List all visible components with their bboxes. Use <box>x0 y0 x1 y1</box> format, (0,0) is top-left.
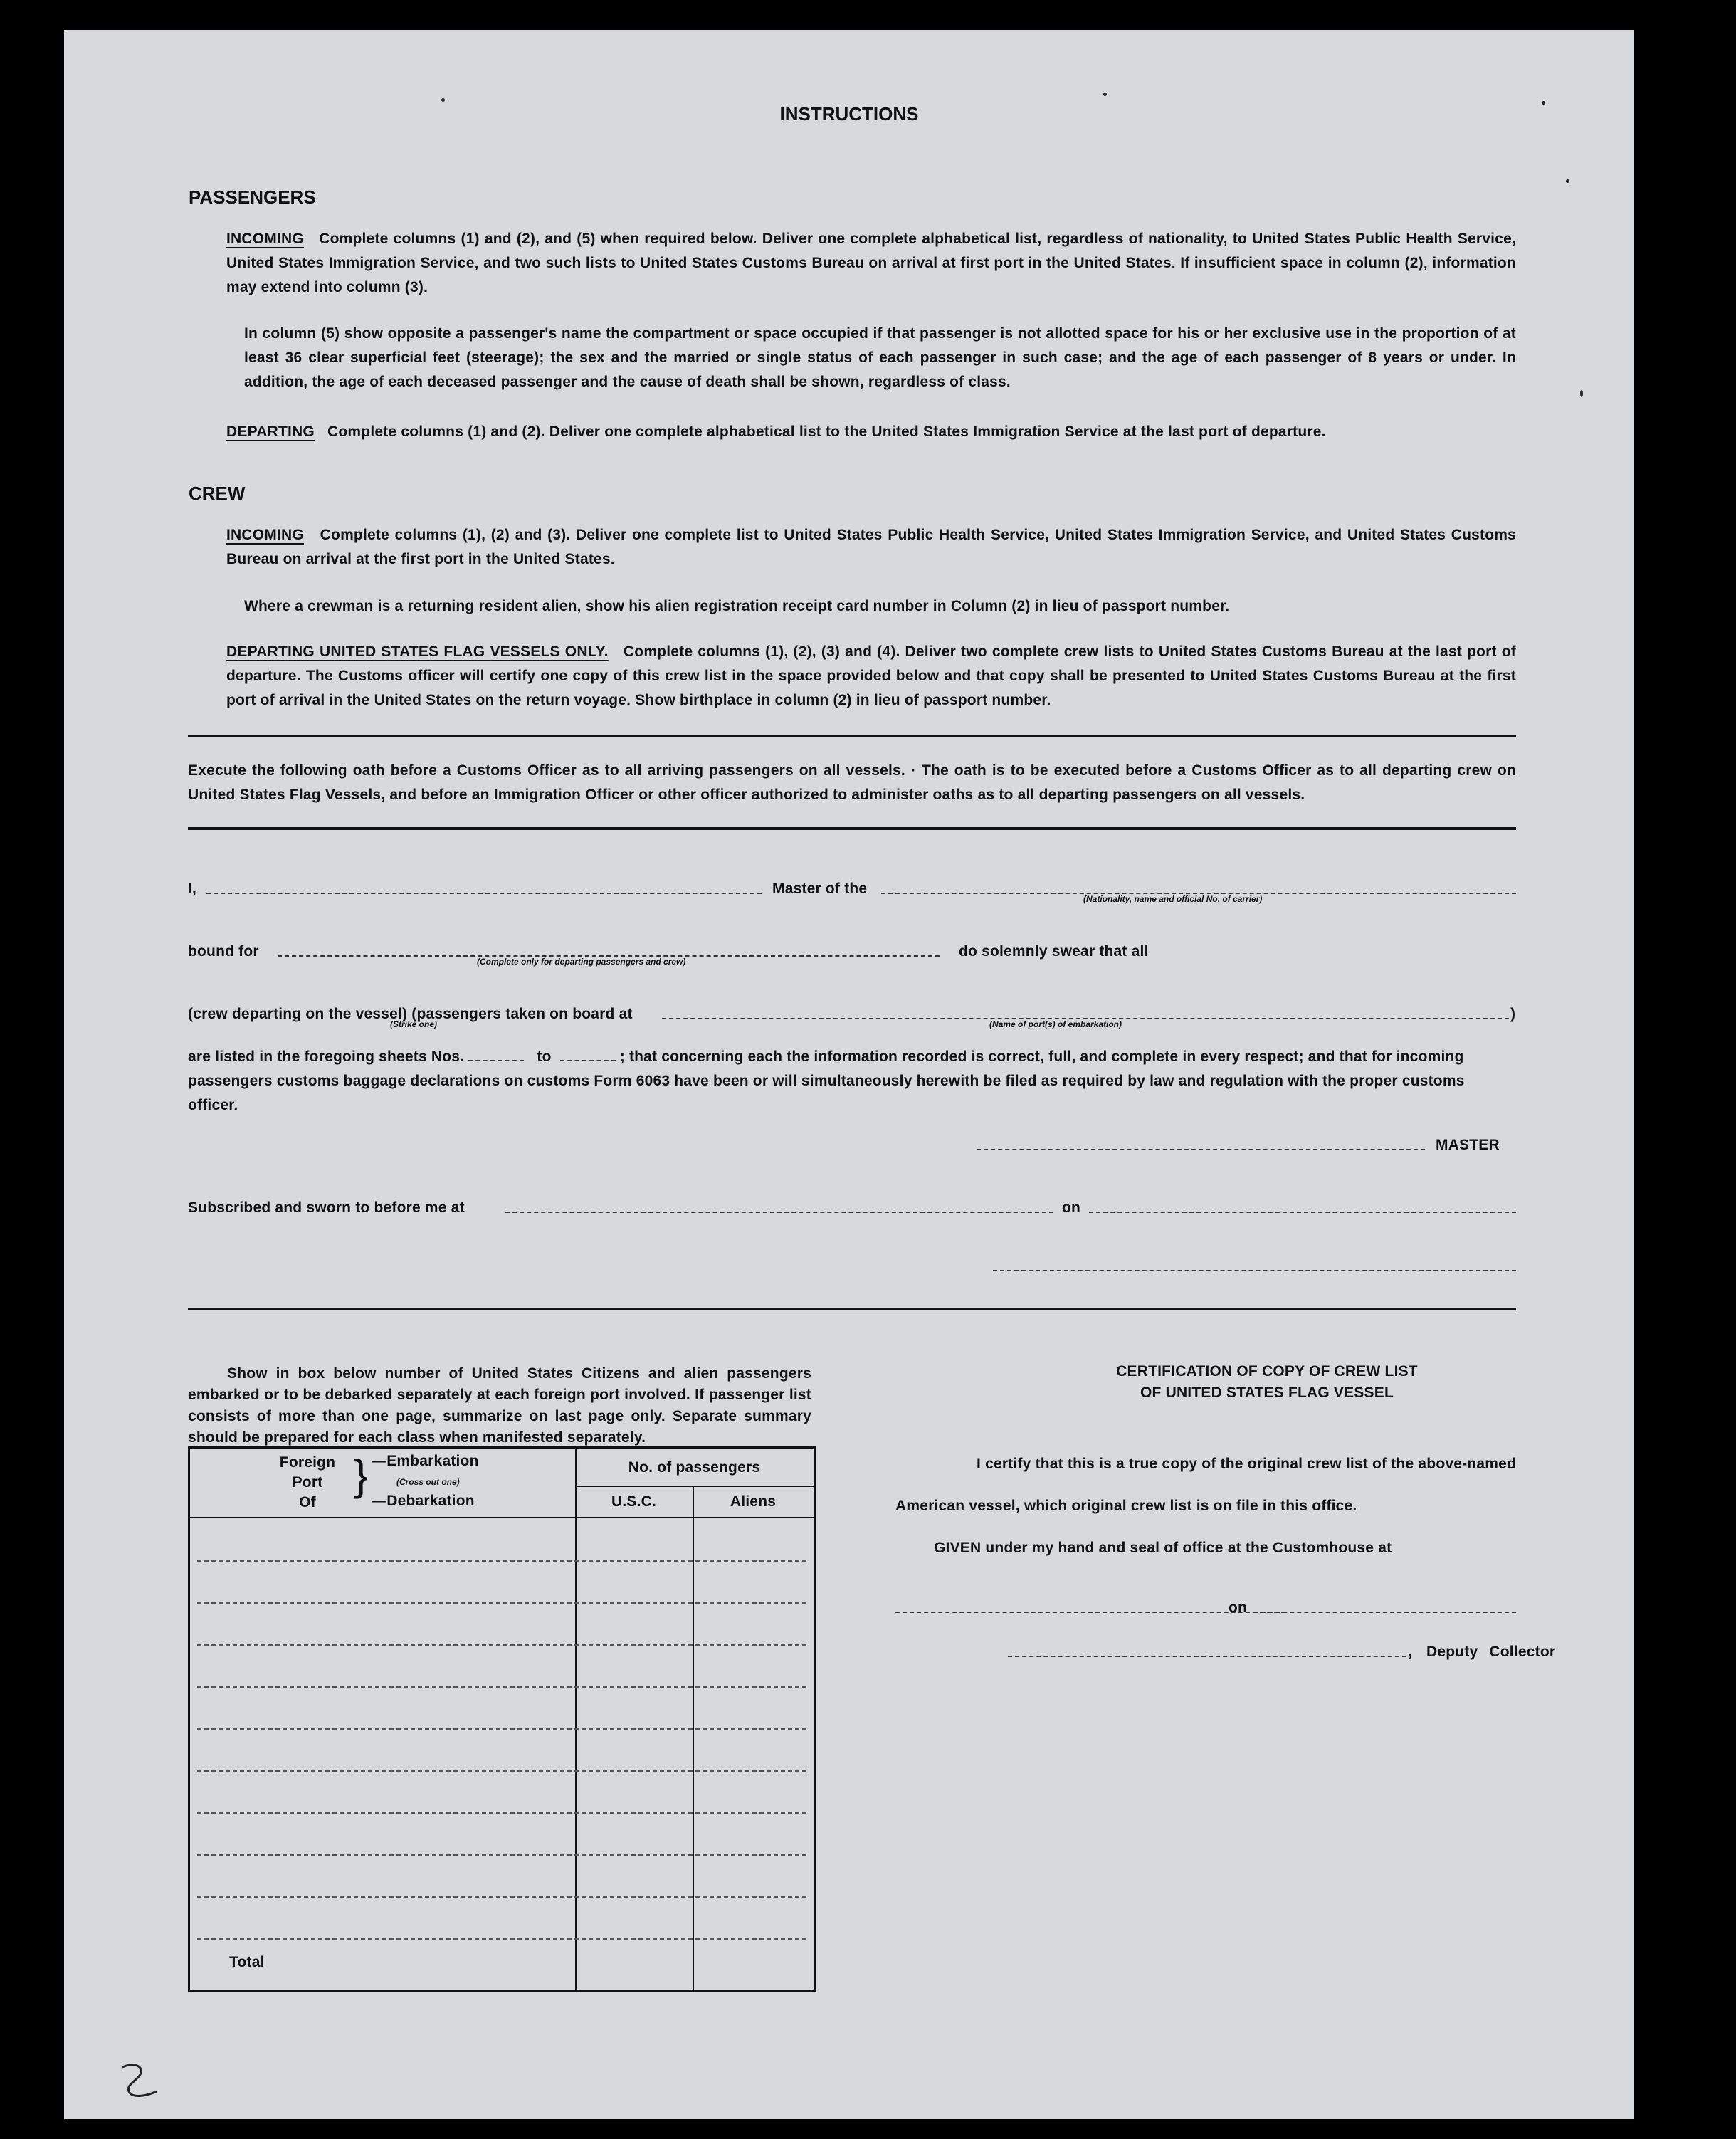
table-row[interactable] <box>197 1812 806 1814</box>
subscribed-label: Subscribed and sworn to before me at <box>188 1199 465 1216</box>
certify-line2: American vessel, which original crew list is on file in this office. <box>895 1498 1357 1514</box>
deputy-comma: , <box>1408 1644 1413 1660</box>
sheet-to-field[interactable] <box>560 1050 616 1061</box>
crew-departing-label: DEPARTING UNITED STATES FLAG VESSELS ONLY. <box>226 643 609 660</box>
master-label: MASTER <box>1436 1137 1500 1153</box>
table-row[interactable] <box>197 1728 806 1730</box>
swear-label: do solemnly swear that all <box>959 943 1149 960</box>
divider-rule <box>188 1308 1516 1310</box>
speck <box>1103 93 1107 96</box>
passengers-column5-paragraph: In column (5) show opposite a passenger's name the compartment or space occupied if that passenger is not allotted space for his or her exclusive use in the proportion of at least 36 clear superficial feet (steerage); the sex and the married or single status of each passenger in such case; and the age of each passenger of 8 years or under. In addition, the age of each deceased passenger and the cause of death shall be shown, regardless of class. <box>244 325 1516 390</box>
given-line: GIVEN under my hand and seal of office at the Customhouse at <box>934 1540 1392 1556</box>
certification-title-line2: OF UNITED STATES FLAG VESSEL <box>1140 1384 1394 1401</box>
master-name-field[interactable] <box>206 893 762 894</box>
nationality-hint: (Nationality, name and official No. of carrier) <box>1083 894 1263 904</box>
oath-instruction: Execute the following oath before a Customs Officer as to all arriving passengers on all vessels. · The oath is to be executed before a Customs Officer as to all departing crew on United States Flag Vessels, and before an Immigration Officer or other officer authorized to administer oaths as to all departing passengers on all vessels. <box>188 762 1516 803</box>
sworn-on-label: on <box>1062 1199 1081 1216</box>
crew-incoming-label: INCOMING <box>226 527 304 543</box>
certification-on-label: on <box>1229 1599 1248 1616</box>
table-row[interactable] <box>197 1770 806 1772</box>
master-of-label: Master of the <box>772 881 868 897</box>
summary-instruction: Show in box below number of United States Citizens and alien passengers embarked or to be debarked separately at each foreign port involved. If passenger list consists of more than one page, summarize on last page only. Separate summary should be prepared for each class when manifested separately. <box>188 1365 811 1446</box>
speck <box>1580 390 1583 397</box>
certification-date-field[interactable] <box>1254 1612 1516 1613</box>
debarkation-label: —Debarkation <box>372 1493 475 1509</box>
passengers-incoming-paragraph <box>226 227 1516 300</box>
passengers-departing-paragraph <box>226 420 1516 444</box>
complete-hint: (Complete only for departing passengers and crew) <box>477 957 686 967</box>
crew-departing-label: (crew departing on the vessel) (passengers taken on board at <box>188 1006 633 1022</box>
passengers-departing-label: DEPARTING <box>226 424 315 440</box>
close-paren: ) <box>1510 1006 1516 1022</box>
listed-prefix: are listed in the foregoing sheets Nos. <box>188 1049 465 1065</box>
handwritten-mark-icon <box>114 2059 171 2108</box>
certify-line1: I certify that this is a true copy of the original crew list of the above-named <box>977 1456 1516 1472</box>
table-row[interactable] <box>197 1686 806 1688</box>
speck <box>1542 101 1545 105</box>
sworn-date-field[interactable] <box>1089 1212 1516 1213</box>
ports-hint: (Name of port(s) of embarkation) <box>989 1019 1122 1029</box>
crew-incoming-paragraph <box>226 523 1516 572</box>
sworn-place-field[interactable] <box>505 1212 1053 1213</box>
master-signature-field[interactable] <box>977 1149 1425 1150</box>
crew-resident-paragraph: Where a crewman is a returning resident alien, show his alien registration receipt card number in Column (2) in lieu of passport number. <box>244 598 1230 614</box>
page-title: INSTRUCTIONS <box>779 103 919 125</box>
customhouse-field[interactable] <box>895 1612 1285 1613</box>
to-label: to <box>537 1049 552 1065</box>
strike-hint: (Strike one) <box>390 1019 438 1029</box>
table-row[interactable] <box>197 1896 806 1898</box>
passenger-summary-table <box>188 1446 816 1992</box>
table-divider <box>575 1449 577 1990</box>
table-row[interactable] <box>197 1938 806 1940</box>
sheet-from-field[interactable] <box>468 1050 524 1061</box>
passengers-incoming-text: Complete columns (1) and (2), and (5) when required below. Deliver one complete alphabetical list, regardless of nationality, to United States Public Health Service, United States Immigration Service, and two such lists to United States Customs Bureau on arrival at first port in the United States. If insufficient space in column (2), information may extend into column (3). <box>226 231 1516 295</box>
table-divider <box>575 1486 814 1487</box>
crew-departing-paragraph <box>226 640 1516 713</box>
embarkation-label: —Embarkation <box>372 1453 479 1469</box>
speck <box>1566 179 1569 183</box>
foreign-port-of-label <box>268 1453 347 1513</box>
aliens-header: Aliens <box>730 1493 777 1510</box>
usc-header: U.S.C. <box>611 1493 657 1510</box>
crew-heading: CREW <box>189 483 246 504</box>
total-label: Total <box>229 1954 265 1970</box>
oath-i-label: I, <box>188 881 197 897</box>
passengers-departing-text: Complete columns (1) and (2). Deliver one complete alphabetical list to the United States Immigration Service at the last port of departure. <box>327 424 1326 440</box>
officer-signature-field[interactable] <box>993 1270 1516 1271</box>
certification-title <box>947 1361 1587 1404</box>
deputy-collector-label: Deputy Collector <box>1426 1644 1556 1660</box>
port-label: Port <box>292 1474 323 1491</box>
bound-for-label: bound for <box>188 943 259 960</box>
crew-incoming-text: Complete columns (1), (2) and (3). Deliver one complete list to United States Public Health Service, United States Immigration Service, and United States Customs Bureau on arrival at the first port in the United States. <box>226 527 1517 567</box>
table-row[interactable] <box>197 1602 806 1604</box>
foreign-label: Foreign <box>279 1454 336 1471</box>
divider-rule <box>188 827 1516 830</box>
table-row[interactable] <box>197 1644 806 1646</box>
deputy-signature-field[interactable] <box>1008 1656 1406 1657</box>
cross-out-hint: (Cross out one) <box>396 1477 460 1487</box>
table-header-rule <box>190 1517 814 1518</box>
listed-paragraph <box>188 1045 1516 1118</box>
passengers-heading: PASSENGERS <box>189 186 316 208</box>
table-row[interactable] <box>197 1560 806 1562</box>
divider-rule <box>188 735 1516 737</box>
of-label: Of <box>299 1494 316 1510</box>
table-row[interactable] <box>197 1854 806 1856</box>
brace-icon: } <box>354 1451 369 1499</box>
no-passengers-header: No. of passengers <box>628 1459 761 1476</box>
form-sheet <box>64 30 1634 2119</box>
speck <box>441 98 445 102</box>
certification-title-line1: CERTIFICATION OF COPY OF CREW LIST <box>1116 1363 1418 1379</box>
listed-text: ; that concerning each the information recorded is correct, full, and complete in every respect; and that for incoming passengers customs baggage declarations on customs Form 6063 have been or will simultaneously herewith be filed as required by law and regulation with the proper customs officer. <box>188 1049 1465 1113</box>
passengers-incoming-label: INCOMING <box>226 231 304 247</box>
crew-departing-text: Complete columns (1), (2), (3) and (4). Deliver two complete crew lists to United States Customs Bureau at the last port of departure. The Customs officer will certify one copy of this crew list in the space provided below and that copy shall be presented to United States Customs Bureau at the first port of arrival in the United States on the return voyage. Show birthplace in column (2) in lieu of passport number. <box>226 643 1516 708</box>
